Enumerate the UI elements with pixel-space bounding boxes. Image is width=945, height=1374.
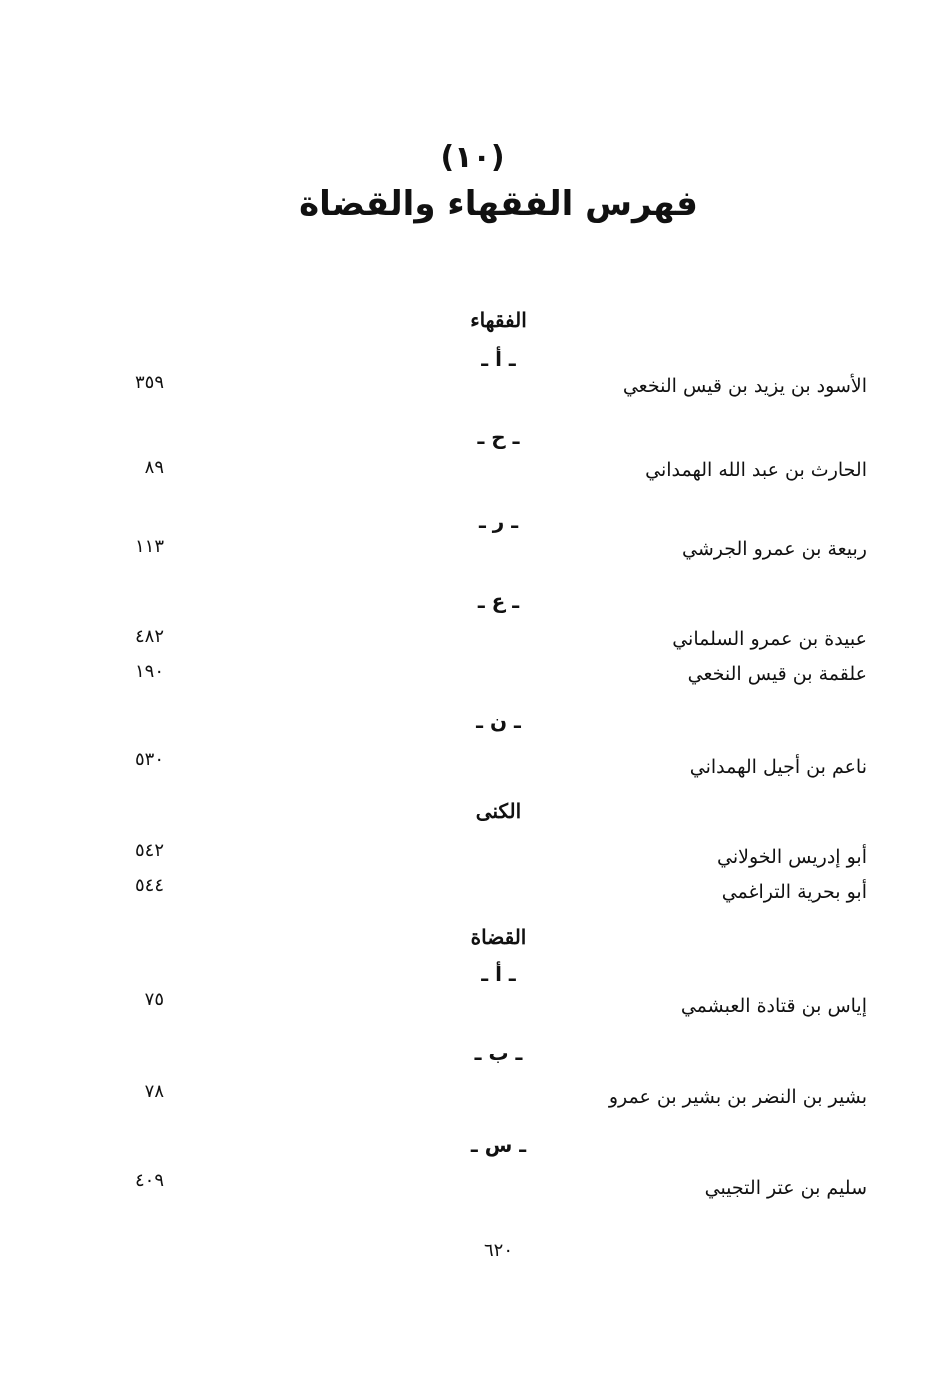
index-entry-page: ٧٥ xyxy=(144,989,164,1010)
index-entry-name: ناعم بن أجيل الهمداني xyxy=(689,756,867,778)
letter-heading-alif: ـ أ ـ xyxy=(481,962,516,986)
letter-heading-sin: ـ س ـ xyxy=(470,1133,527,1157)
section-heading-qudat: القضاة xyxy=(470,925,527,949)
index-entry-name: ربيعة بن عمرو الجرشي xyxy=(682,538,867,560)
index-entry-name: بشير بن النضر بن بشير بن عمرو xyxy=(608,1086,867,1108)
index-entry-page: ٥٤٤ xyxy=(134,875,164,896)
index-entry-name: أبو بحرية التراغمي xyxy=(721,881,867,903)
index-entry-name: علقمة بن قيس النخعي xyxy=(687,663,867,685)
section-heading-fuqaha: الفقهاء xyxy=(470,308,527,332)
chapter-number: (١٠) xyxy=(440,140,505,175)
index-entry-name: عبيدة بن عمرو السلماني xyxy=(672,628,867,650)
index-entry-name: الحارث بن عبد الله الهمداني xyxy=(645,459,867,481)
index-entry-page: ٤٠٩ xyxy=(134,1170,164,1191)
index-entry-page: ١٩٠ xyxy=(134,661,164,682)
letter-heading-ain: ـ ع ـ xyxy=(477,589,520,613)
index-entry-name: إياس بن قتادة العبشمي xyxy=(680,995,867,1017)
index-entry-page: ١١٣ xyxy=(134,536,164,557)
index-entry-page: ٥٣٠ xyxy=(134,749,164,770)
page-number: ٦٢٠ xyxy=(483,1240,513,1261)
index-entry-page: ٥٤٢ xyxy=(134,840,164,861)
letter-heading-alif: ـ أ ـ xyxy=(481,347,516,371)
index-entry-page: ٣٥٩ xyxy=(134,372,164,393)
index-entry-page: ٨٩ xyxy=(144,457,164,478)
letter-heading-ba: ـ ب ـ xyxy=(474,1041,523,1065)
index-entry-name: سليم بن عتر التجيبي xyxy=(704,1177,867,1199)
index-entry-name: الأسود بن يزيد بن قيس النخعي xyxy=(622,375,867,397)
letter-heading-ha: ـ ح ـ xyxy=(477,425,520,449)
index-entry-page: ٤٨٢ xyxy=(134,626,164,647)
letter-heading-ra: ـ ر ـ xyxy=(478,509,519,533)
section-heading-kuna: الكنى xyxy=(475,799,522,823)
letter-heading-nun: ـ ن ـ xyxy=(476,709,521,733)
index-entry-page: ٧٨ xyxy=(144,1081,164,1102)
page-title: فهرس الفقهاء والقضاة xyxy=(299,184,698,224)
index-entry-name: أبو إدريس الخولاني xyxy=(717,846,867,868)
